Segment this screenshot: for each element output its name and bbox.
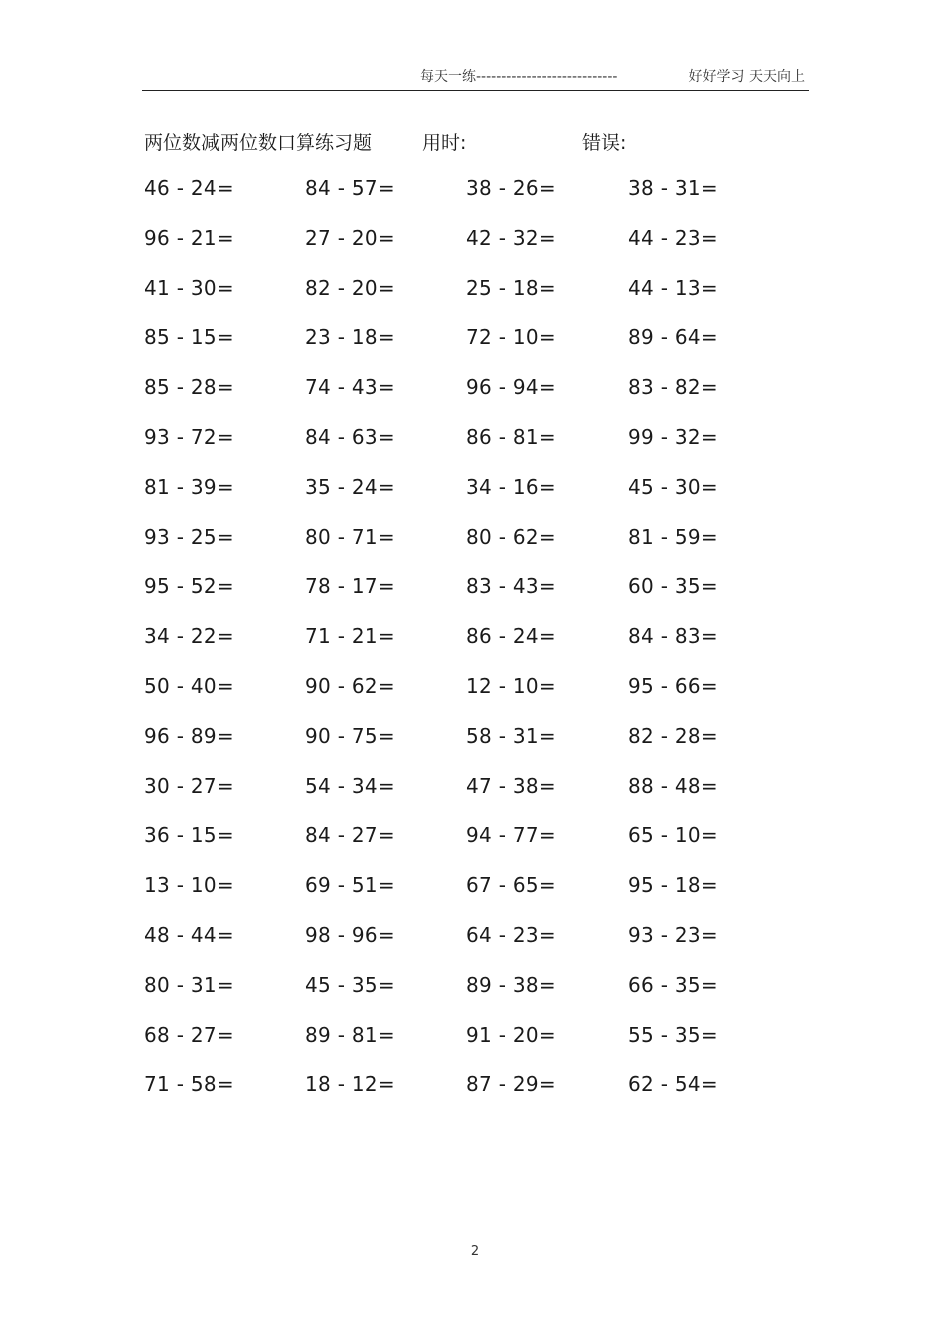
- problem-item: 85 - 28=: [144, 375, 234, 400]
- problem-item: 74 - 43=: [305, 375, 395, 400]
- problem-item: 96 - 89=: [144, 723, 234, 748]
- problem-item: 98 - 96=: [305, 922, 395, 947]
- problem-item: 87 - 29=: [466, 1072, 556, 1097]
- problem-item: 83 - 43=: [466, 574, 556, 599]
- error-label: 错误:: [582, 132, 627, 154]
- problem-item: 36 - 15=: [144, 823, 234, 848]
- problem-item: 38 - 31=: [628, 176, 718, 200]
- problem-item: 45 - 35=: [305, 972, 395, 997]
- problem-item: 69 - 51=: [305, 873, 395, 898]
- problem-item: 99 - 32=: [628, 424, 718, 449]
- problem-item: 13 - 10=: [144, 873, 234, 898]
- problem-item: 84 - 57=: [305, 176, 395, 200]
- problem-item: 96 - 94=: [466, 375, 556, 400]
- problem-item: 93 - 23=: [628, 922, 718, 947]
- problem-item: 46 - 24=: [144, 176, 234, 200]
- problem-item: 12 - 10=: [466, 673, 556, 698]
- problem-item: 84 - 27=: [305, 823, 395, 848]
- problem-item: 30 - 27=: [144, 773, 234, 798]
- worksheet-title: 两位数减两位数口算练习题: [144, 132, 373, 154]
- problem-item: 66 - 35=: [628, 972, 718, 997]
- problem-item: 86 - 81=: [466, 424, 556, 449]
- problem-item: 89 - 81=: [305, 1022, 395, 1047]
- problem-item: 27 - 20=: [305, 225, 395, 250]
- page-header: [142, 64, 809, 91]
- problem-item: 72 - 10=: [466, 325, 556, 350]
- problem-item: 95 - 18=: [628, 873, 718, 898]
- problem-item: 54 - 34=: [305, 773, 395, 798]
- problem-item: 64 - 23=: [466, 922, 556, 947]
- problem-item: 50 - 40=: [144, 673, 234, 698]
- problem-item: 60 - 35=: [628, 574, 718, 599]
- problem-item: 41 - 30=: [144, 275, 234, 300]
- problem-item: 96 - 21=: [144, 225, 234, 250]
- problem-item: 68 - 27=: [144, 1022, 234, 1047]
- problem-item: 44 - 13=: [628, 275, 718, 300]
- problem-item: 78 - 17=: [305, 574, 395, 599]
- problem-item: 93 - 25=: [144, 524, 234, 549]
- problem-item: 71 - 21=: [305, 624, 395, 649]
- problem-item: 44 - 23=: [628, 225, 718, 250]
- problem-item: 95 - 52=: [144, 574, 234, 599]
- problem-item: 80 - 31=: [144, 972, 234, 997]
- problem-item: 95 - 66=: [628, 673, 718, 698]
- problem-item: 89 - 38=: [466, 972, 556, 997]
- problem-item: 23 - 18=: [305, 325, 395, 350]
- problem-item: 89 - 64=: [628, 325, 718, 350]
- problem-item: 71 - 58=: [144, 1072, 234, 1097]
- problem-item: 88 - 48=: [628, 773, 718, 798]
- problem-item: 86 - 24=: [466, 624, 556, 649]
- problem-item: 48 - 44=: [144, 922, 234, 947]
- problem-item: 84 - 63=: [305, 424, 395, 449]
- problem-item: 45 - 30=: [628, 474, 718, 499]
- time-label: 用时:: [422, 132, 467, 154]
- problem-item: 25 - 18=: [466, 275, 556, 300]
- problem-item: 81 - 39=: [144, 474, 234, 499]
- problem-item: 91 - 20=: [466, 1022, 556, 1047]
- problem-item: 93 - 72=: [144, 424, 234, 449]
- problem-item: 81 - 59=: [628, 524, 718, 549]
- problem-item: 85 - 15=: [144, 325, 234, 350]
- problem-item: 83 - 82=: [628, 375, 718, 400]
- page-number: 2: [470, 1244, 480, 1259]
- problem-item: 42 - 32=: [466, 225, 556, 250]
- problem-item: 84 - 83=: [628, 624, 718, 649]
- problem-item: 18 - 12=: [305, 1072, 395, 1097]
- problem-item: 90 - 62=: [305, 673, 395, 698]
- problem-item: 90 - 75=: [305, 723, 395, 748]
- header-left-text: 每天一练----------------------------: [420, 69, 618, 85]
- problem-item: 34 - 16=: [466, 474, 556, 499]
- problem-item: 47 - 38=: [466, 773, 556, 798]
- problem-item: 65 - 10=: [628, 823, 718, 848]
- problem-item: 80 - 62=: [466, 524, 556, 549]
- header-right-text: 好好学习 天天向上: [688, 69, 805, 85]
- problem-item: 55 - 35=: [628, 1022, 718, 1047]
- problem-item: 38 - 26=: [466, 176, 556, 200]
- problem-item: 67 - 65=: [466, 873, 556, 898]
- problem-item: 94 - 77=: [466, 823, 556, 848]
- problem-item: 62 - 54=: [628, 1072, 718, 1097]
- problem-item: 82 - 20=: [305, 275, 395, 300]
- problem-item: 35 - 24=: [305, 474, 395, 499]
- problem-item: 82 - 28=: [628, 723, 718, 748]
- problem-item: 58 - 31=: [466, 723, 556, 748]
- problem-item: 80 - 71=: [305, 524, 395, 549]
- problem-item: 34 - 22=: [144, 624, 234, 649]
